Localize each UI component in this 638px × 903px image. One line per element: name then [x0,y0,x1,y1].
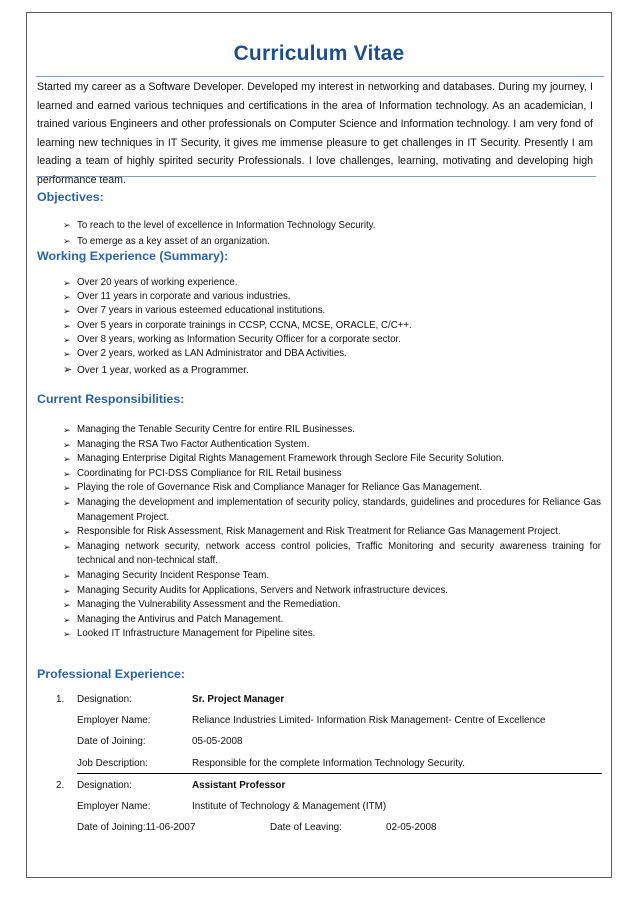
employer-label: Employer Name: [77,715,151,726]
arrow-bullet-icon: ➢ [63,614,71,625]
description-row [56,758,602,774]
list-item: ➢ Over 2 years, worked as LAN Administrator and DBA Activities. [63,347,601,361]
arrow-bullet-icon: ➢ [63,527,71,538]
list-item: ➢ Managing the RSA Two Factor Authentication System. [63,438,601,453]
leaving-label: Date of Leaving: [270,822,342,833]
designation-row [56,780,602,796]
list-item: ➢ Coordinating for PCI-DSS Compliance for RIL Retail business [63,467,601,482]
arrow-bullet-icon: ➢ [63,439,71,450]
employer-value: Institute of Technology & Management (ITM) [192,801,387,812]
list-item: ➢ Over 1 year, worked as a Programmer. [63,361,601,380]
description-label: Job Description: [77,758,148,769]
arrow-bullet-icon: ➢ [63,425,71,435]
list-item: ➢ Managing the development and implementation of security policy, standards, guidelines and procedures for Reliance Gas Management Project. [63,496,601,523]
arrow-bullet-icon: ➢ [63,364,73,377]
responsibilities-list [63,423,601,642]
arrow-bullet-icon: ➢ [63,585,71,596]
arrow-bullet-icon: ➢ [63,454,71,465]
list-item: ➢ Looked IT Infrastructure Management for Pipeline sites. [63,627,601,642]
career-summary: Started my career as a Software Developer. Developed my interest in networking and databases. During my journey, I learned and earned various techniques and certifications in the area of Information technology. As an academician, I trained various Engineers and other professionals on Computer Science and Information technology. I am very fond of learning new techniques in IT Security, it gives me immense pleasure to get challenges in IT Security. Presently I am leading a team of highly spirited security Professionals. I love challenges, learning, motivating and developing high performance team. [37,81,593,186]
designation-label: Designation: [77,780,132,791]
arrow-bullet-icon: ➢ [63,600,71,611]
designation-label: Designation: [77,694,132,705]
job-number: 1. [56,694,65,705]
arrow-bullet-icon: ➢ [63,278,71,288]
objectives-list [63,218,601,249]
list-item: ➢ Over 5 years in corporate trainings in CCSP, CCNA, MCSE, ORACLE, C/C++. [63,319,601,333]
list-item: ➢ Over 7 years in various esteemed educational institutions. [63,304,601,318]
list-item: ➢ Over 8 years, working as Information Security Officer for a corporate sector. [63,333,601,347]
list-item: ➢ Managing the Vulnerability Assessment and the Remediation. [63,598,601,613]
working-experience-heading: Working Experience (Summary): [37,249,229,263]
joining-row [56,736,602,752]
list-item: ➢ Playing the role of Governance Risk and Compliance Manager for Reliance Gas Management. [63,481,601,496]
arrow-bullet-icon: ➢ [63,570,71,581]
arrow-bullet-icon: ➢ [63,306,71,317]
joining-label: Date of Joining: [77,736,146,747]
employer-value: Reliance Industries Limited- Information Risk Management- Centre of Excellence [192,715,546,726]
summary-divider [36,176,596,177]
arrow-bullet-icon: ➢ [63,235,71,246]
arrow-bullet-icon: ➢ [63,483,71,494]
joining-value: 05-05-2008 [192,736,243,747]
list-item: ➢ Over 11 years in corporate and various industries. [63,290,601,304]
arrow-bullet-icon: ➢ [63,292,71,303]
list-item: ➢ Managing Enterprise Digital Rights Management Framework through Seclore File Security Solution. [63,452,601,467]
employer-row [56,801,602,817]
professional-experience-heading: Professional Experience: [37,667,186,681]
arrow-bullet-icon: ➢ [63,320,71,331]
arrow-bullet-icon: ➢ [63,629,71,640]
entry-divider [77,773,602,774]
list-item: ➢ To emerge as a key asset of an organization. [63,234,601,250]
list-item: ➢ Responsible for Risk Assessment, Risk Management and Risk Treatment for Reliance Gas Management Project. [63,525,601,540]
responsibilities-heading: Current Responsibilities: [37,392,185,406]
list-item: ➢ To reach to the level of excellence in Information Technology Security. [63,218,601,234]
arrow-bullet-icon: ➢ [63,497,71,508]
page-title: Curriculum Vitae [233,42,405,65]
arrow-bullet-icon: ➢ [63,220,71,230]
arrow-bullet-icon: ➢ [63,541,71,552]
employer-row [56,715,602,731]
designation-value: Assistant Professor [192,780,286,791]
list-item: ➢ Managing Security Incident Response Team. [63,569,601,584]
title-divider [36,76,604,77]
list-item: ➢ Managing network security, network access control policies, Traffic Monitoring and security awareness training for technical and non-technical staff. [63,540,601,567]
objectives-heading: Objectives: [37,190,104,204]
description-value: Responsible for the complete Information Technology Security. [192,758,465,769]
leaving-value: 02-05-2008 [386,822,437,833]
working-experience-list [63,276,601,380]
list-item: ➢ Over 20 years of working experience. [63,276,601,290]
job-number: 2. [56,780,65,791]
joining-text: Date of Joining:11-06-2007 [77,822,196,833]
list-item: ➢ Managing the Tenable Security Centre for entire RIL Businesses. [63,423,601,438]
list-item: ➢ Managing Security Audits for Applications, Servers and Network infrastructure devices. [63,584,601,599]
dates-row [56,822,602,838]
arrow-bullet-icon: ➢ [63,349,71,360]
employer-label: Employer Name: [77,801,151,812]
list-item: ➢ Managing the Antivirus and Patch Management. [63,613,601,628]
designation-value: Sr. Project Manager [192,694,285,705]
designation-row [56,694,602,710]
arrow-bullet-icon: ➢ [63,334,71,345]
arrow-bullet-icon: ➢ [63,468,71,479]
